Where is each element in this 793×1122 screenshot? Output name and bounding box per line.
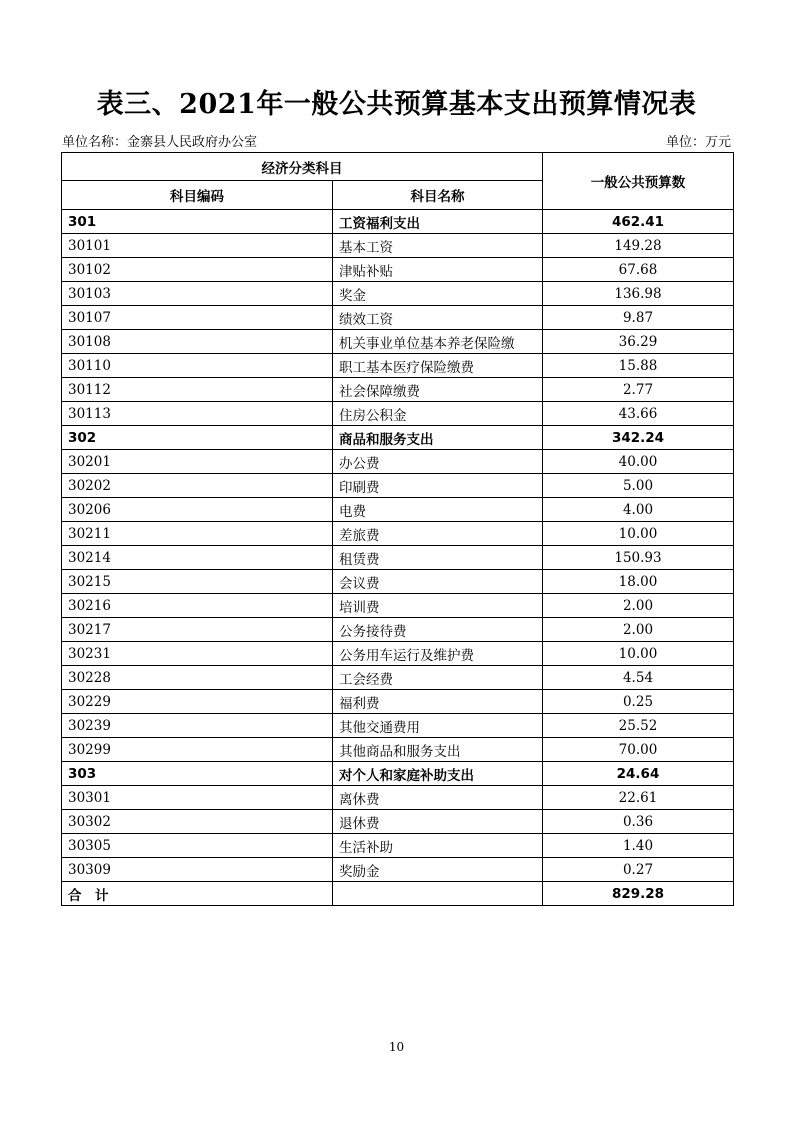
item-amount: 22.61 bbox=[543, 786, 734, 810]
item-code: 30299 bbox=[62, 738, 333, 762]
item-code: 30101 bbox=[62, 234, 333, 258]
item-name: 基本工资 bbox=[333, 234, 543, 258]
item-amount: 136.98 bbox=[543, 282, 734, 306]
item-amount: 4.00 bbox=[543, 498, 734, 522]
item-name: 退休费 bbox=[333, 810, 543, 834]
item-amount: 342.24 bbox=[543, 426, 734, 450]
item-name: 福利费 bbox=[333, 690, 543, 714]
item-amount: 5.00 bbox=[543, 474, 734, 498]
item-code: 30102 bbox=[62, 258, 333, 282]
item-code: 30202 bbox=[62, 474, 333, 498]
unit-label: 单位：万元 bbox=[665, 135, 731, 150]
item-code: 30107 bbox=[62, 306, 333, 330]
table-row bbox=[62, 858, 734, 882]
item-code: 30201 bbox=[62, 450, 333, 474]
table-row bbox=[62, 642, 734, 666]
item-name: 会议费 bbox=[333, 570, 543, 594]
item-amount: 2.00 bbox=[543, 594, 734, 618]
item-code: 302 bbox=[62, 426, 333, 450]
table-row bbox=[62, 738, 734, 762]
item-name: 生活补助 bbox=[333, 834, 543, 858]
total-amount: 829.28 bbox=[543, 882, 734, 906]
item-code: 30231 bbox=[62, 642, 333, 666]
item-amount: 150.93 bbox=[543, 546, 734, 570]
item-code: 30216 bbox=[62, 594, 333, 618]
item-name: 公务接待费 bbox=[333, 618, 543, 642]
item-name: 绩效工资 bbox=[333, 306, 543, 330]
header-amount: 一般公共预算数 bbox=[543, 153, 734, 210]
item-name: 机关事业单位基本养老保险缴 bbox=[333, 330, 543, 354]
item-code: 30228 bbox=[62, 666, 333, 690]
item-name: 住房公积金 bbox=[333, 402, 543, 426]
table-row bbox=[62, 786, 734, 810]
item-name: 其他商品和服务支出 bbox=[333, 738, 543, 762]
item-name: 商品和服务支出 bbox=[333, 426, 543, 450]
category-row bbox=[62, 762, 734, 786]
item-code: 30112 bbox=[62, 378, 333, 402]
item-name: 电费 bbox=[333, 498, 543, 522]
item-amount: 2.77 bbox=[543, 378, 734, 402]
item-code: 30108 bbox=[62, 330, 333, 354]
table-row bbox=[62, 546, 734, 570]
item-code: 30110 bbox=[62, 354, 333, 378]
table-row bbox=[62, 690, 734, 714]
header-code: 科目编码 bbox=[62, 181, 333, 210]
item-amount: 70.00 bbox=[543, 738, 734, 762]
table-row bbox=[62, 306, 734, 330]
table-row bbox=[62, 330, 734, 354]
item-name: 印刷费 bbox=[333, 474, 543, 498]
table-row bbox=[62, 498, 734, 522]
item-code: 30214 bbox=[62, 546, 333, 570]
item-code: 30309 bbox=[62, 858, 333, 882]
item-name: 办公费 bbox=[333, 450, 543, 474]
table-row bbox=[62, 474, 734, 498]
item-code: 30302 bbox=[62, 810, 333, 834]
item-amount: 36.29 bbox=[543, 330, 734, 354]
item-amount: 24.64 bbox=[543, 762, 734, 786]
table-row bbox=[62, 522, 734, 546]
item-amount: 10.00 bbox=[543, 522, 734, 546]
item-name: 公务用车运行及维护费 bbox=[333, 642, 543, 666]
page-number: 10 bbox=[388, 1040, 405, 1054]
item-name: 工资福利支出 bbox=[333, 210, 543, 234]
item-code: 303 bbox=[62, 762, 333, 786]
item-code: 30239 bbox=[62, 714, 333, 738]
table-row bbox=[62, 834, 734, 858]
total-name bbox=[333, 882, 543, 906]
item-amount: 15.88 bbox=[543, 354, 734, 378]
table-row bbox=[62, 282, 734, 306]
table-row bbox=[62, 570, 734, 594]
table-row bbox=[62, 810, 734, 834]
table-row bbox=[62, 450, 734, 474]
table-row bbox=[62, 666, 734, 690]
item-code: 30211 bbox=[62, 522, 333, 546]
table-row bbox=[62, 234, 734, 258]
item-amount: 1.40 bbox=[543, 834, 734, 858]
table-body bbox=[62, 210, 734, 882]
item-amount: 40.00 bbox=[543, 450, 734, 474]
item-code: 30305 bbox=[62, 834, 333, 858]
header-economic-classification: 经济分类科目 bbox=[62, 153, 543, 181]
item-name: 培训费 bbox=[333, 594, 543, 618]
item-amount: 462.41 bbox=[543, 210, 734, 234]
item-amount: 0.25 bbox=[543, 690, 734, 714]
item-name: 职工基本医疗保险缴费 bbox=[333, 354, 543, 378]
item-name: 奖金 bbox=[333, 282, 543, 306]
item-amount: 9.87 bbox=[543, 306, 734, 330]
table-row bbox=[62, 378, 734, 402]
item-code: 30113 bbox=[62, 402, 333, 426]
item-code: 301 bbox=[62, 210, 333, 234]
item-name: 其他交通费用 bbox=[333, 714, 543, 738]
item-amount: 18.00 bbox=[543, 570, 734, 594]
item-name: 奖励金 bbox=[333, 858, 543, 882]
table-row bbox=[62, 714, 734, 738]
item-amount: 2.00 bbox=[543, 618, 734, 642]
item-name: 社会保障缴费 bbox=[333, 378, 543, 402]
item-code: 30103 bbox=[62, 282, 333, 306]
header-name: 科目名称 bbox=[333, 181, 543, 210]
item-amount: 67.68 bbox=[543, 258, 734, 282]
item-name: 工会经费 bbox=[333, 666, 543, 690]
item-amount: 0.27 bbox=[543, 858, 734, 882]
category-row bbox=[62, 426, 734, 450]
total-row bbox=[62, 882, 734, 906]
item-name: 对个人和家庭补助支出 bbox=[333, 762, 543, 786]
item-name: 津贴补贴 bbox=[333, 258, 543, 282]
item-amount: 149.28 bbox=[543, 234, 734, 258]
table-row bbox=[62, 618, 734, 642]
item-amount: 43.66 bbox=[543, 402, 734, 426]
table-row bbox=[62, 354, 734, 378]
category-row bbox=[62, 210, 734, 234]
item-amount: 4.54 bbox=[543, 666, 734, 690]
item-code: 30229 bbox=[62, 690, 333, 714]
item-code: 30215 bbox=[62, 570, 333, 594]
item-code: 30217 bbox=[62, 618, 333, 642]
page-title: 表三、2021年一般公共预算基本支出预算情况表 bbox=[96, 89, 697, 120]
item-code: 30206 bbox=[62, 498, 333, 522]
item-code: 30301 bbox=[62, 786, 333, 810]
item-amount: 10.00 bbox=[543, 642, 734, 666]
budget-table bbox=[61, 152, 734, 906]
total-label: 合 计 bbox=[62, 882, 333, 906]
table-row bbox=[62, 258, 734, 282]
item-name: 租赁费 bbox=[333, 546, 543, 570]
item-amount: 25.52 bbox=[543, 714, 734, 738]
table-row bbox=[62, 594, 734, 618]
item-amount: 0.36 bbox=[543, 810, 734, 834]
table-row bbox=[62, 402, 734, 426]
item-name: 离休费 bbox=[333, 786, 543, 810]
item-name: 差旅费 bbox=[333, 522, 543, 546]
unit-name: 单位名称：金寨县人民政府办公室 bbox=[62, 135, 258, 150]
